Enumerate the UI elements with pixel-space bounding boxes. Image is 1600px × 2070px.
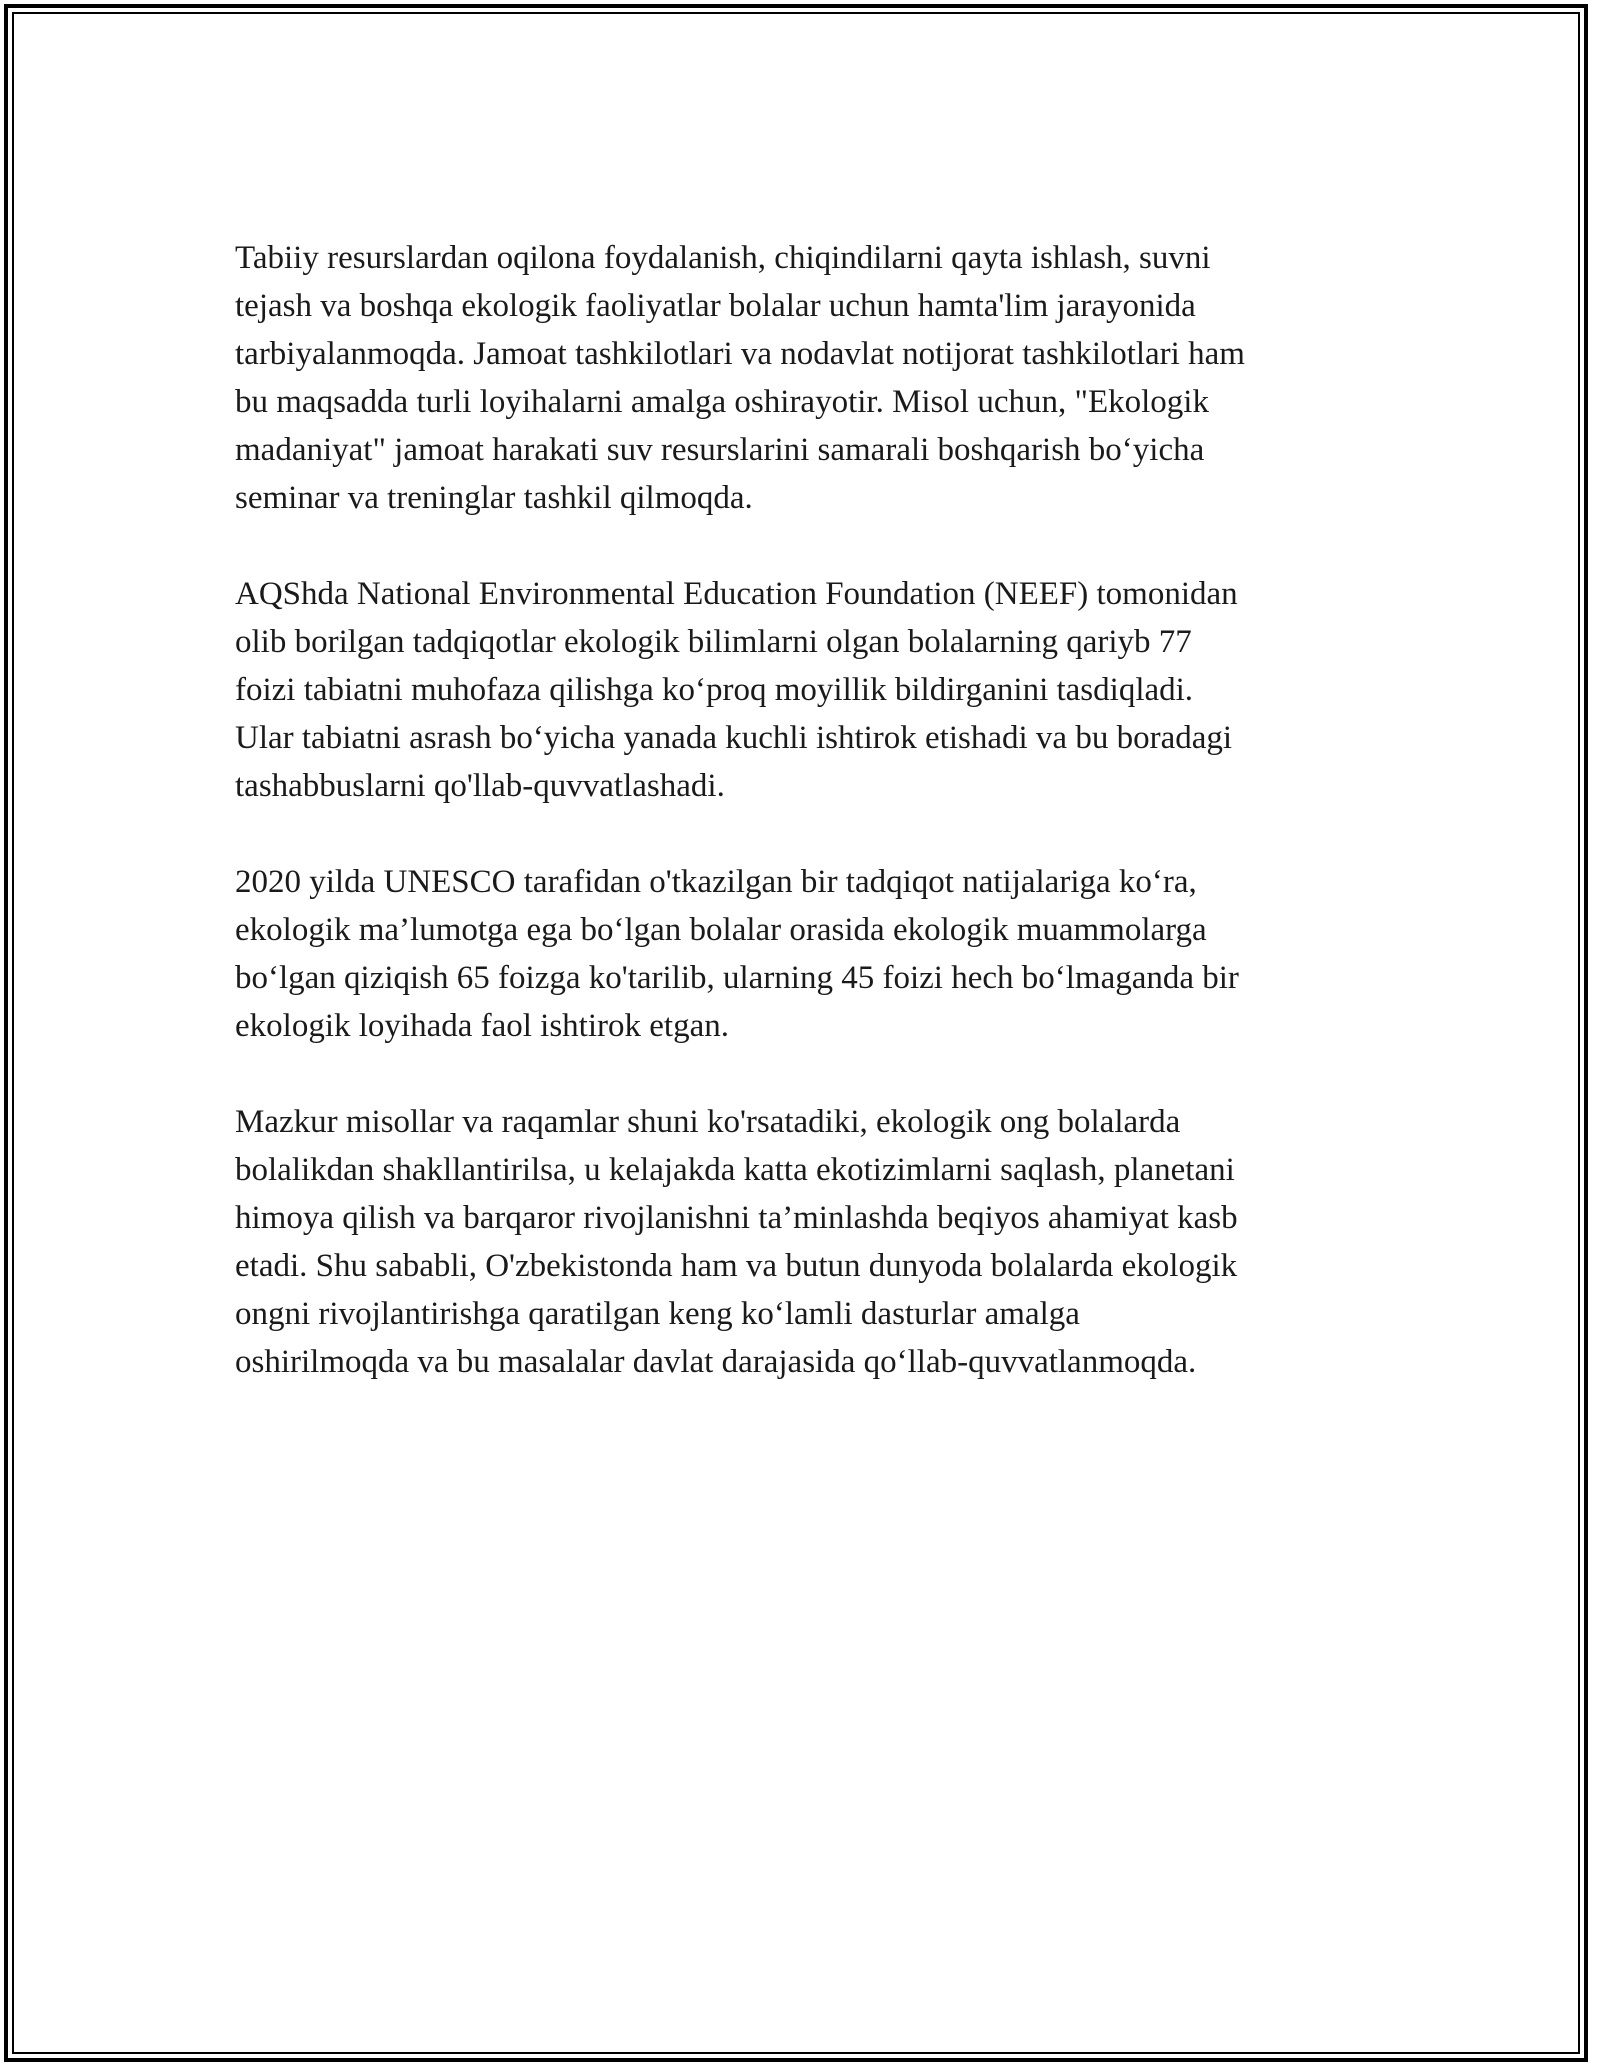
paragraph-4: Mazkur misollar va raqamlar shuni ko'rsatadiki, ekologik ong bolalarda bolalikdan shakllantirilsa, u kelajakda katta ekotizimlarni saqlash, planetani himoya qilish va barqaror rivojlanishni ta’minlashda beqiyos ahamiyat kasb etadi. Shu sababli, O'zbekistonda ham va butun dunyoda bolalarda ekologik ongni rivojlantirishga qaratilgan keng ko‘lamli dasturlar amalga oshirilmoqda va bu masalalar davlat darajasida qo‘llab-quvvatlanmoqda. — [235, 1104, 1238, 1380]
paragraph-1: Tabiiy resurslardan oqilona foydalanish, chiqindilarni qayta ishlash, suvni tejash va boshqa ekologik faoliyatlar bolalar uchun hamta'lim jarayonida tarbiyalanmoqda. Jamoat tashkilotlari va nodavlat notijorat tashkilotlari ham bu maqsadda turli loyihalarni amalga oshirayotir. Misol uchun, "Ekologik madaniyat" jamoat harakati suv resurslarini samarali boshqarish bo‘yicha seminar va treninglar tashkil qilmoqda. — [235, 240, 1245, 516]
document-body — [235, 234, 1365, 1434]
paragraph-2: AQShda National Environmental Education Foundation (NEEF) tomonidan olib borilgan tadqiqotlar ekologik bilimlarni olgan bolalarning qariyb 77 foizi tabiatni muhofaza qilishga ko‘proq moyillik bildirganini tasdiqladi. Ular tabiatni asrash bo‘yicha yanada kuchli ishtirok etishadi va bu boradagi tashabbuslarni qo'llab-quvvatlashadi. — [235, 576, 1238, 804]
paragraph-3: 2020 yilda UNESCO tarafidan o'tkazilgan bir tadqiqot natijalariga ko‘ra, ekologik ma’lumotga ega bo‘lgan bolalar orasida ekologik muammolarga bo‘lgan qiziqish 65 foizga ko'tarilib, ularning 45 foizi hech bo‘lmaganda bir ekologik loyihada faol ishtirok etgan. — [235, 864, 1239, 1044]
